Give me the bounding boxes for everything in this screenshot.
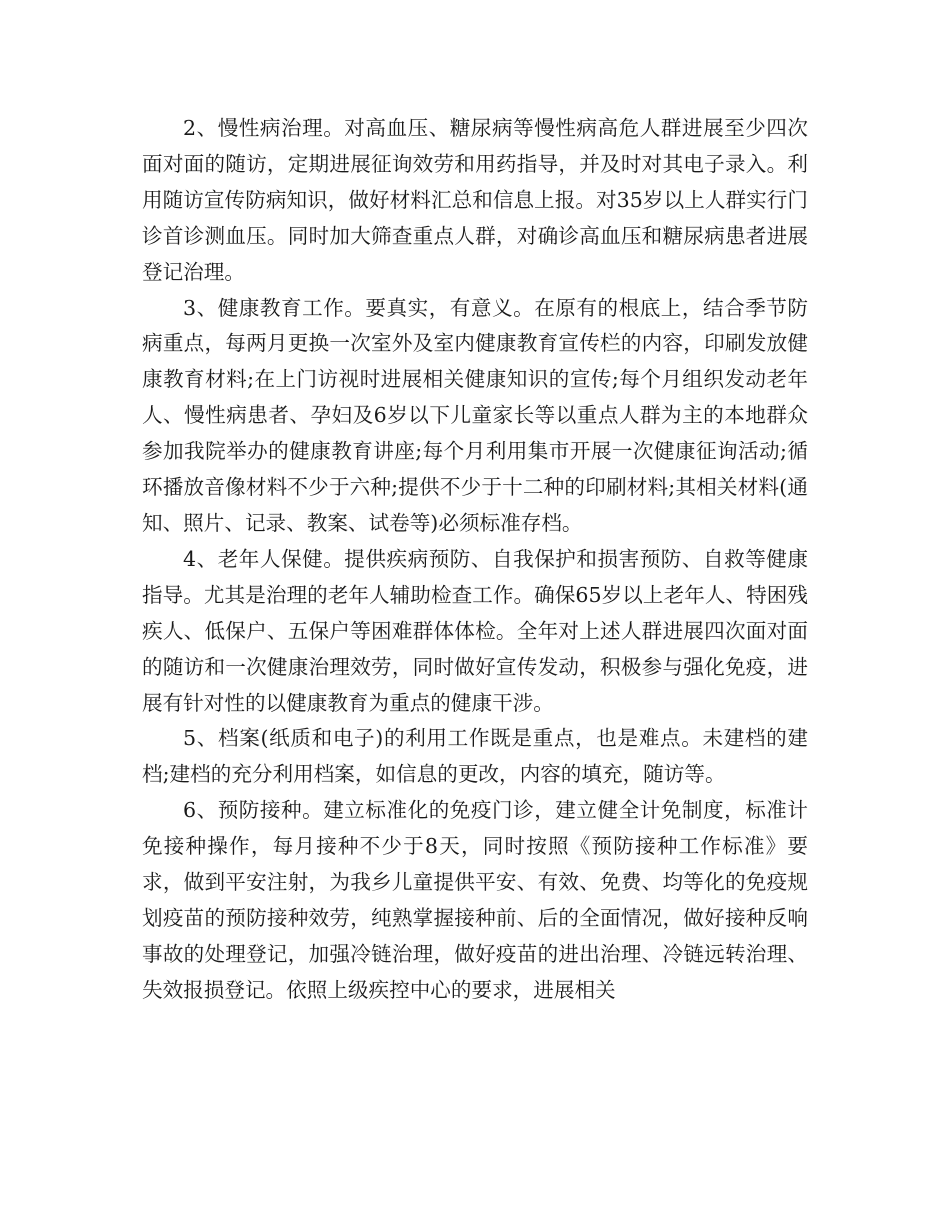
paragraph-vaccination: 6、预防接种。建立标准化的免疫门诊，建立健全计免制度，标准计免接种操作，每月接种不少于8天，同时按照《预防接种工作标准》要求，做到平安注射，为我乡儿童提供平安、有效、免费、均等化的免疫规划疫苗的预防接种效劳，纯熟掌握接种前、后的全面情况，做好接种反响事故的处理登记，加强冷链治理，做好疫苗的进出治理、冷链远转治理、失效报损登记。依照上级疾控中心的要求，进展相关 — [142, 798, 808, 1002]
paragraph-elderly-care: 4、老年人保健。提供疾病预防、自我保护和损害预防、自救等健康指导。尤其是治理的老年人辅助检查工作。确保65岁以上老年人、特困残疾人、低保户、五保户等困难群体体检。全年对上述人群进展四次面对面的随访和一次健康治理效劳，同时做好宣传发动，积极参与强化免疫，进展有针对性的以健康教育为重点的健康干涉。 — [142, 546, 808, 715]
document-body — [142, 111, 808, 1009]
paragraph-health-education: 3、健康教育工作。要真实，有意义。在原有的根底上，结合季节防病重点，每两月更换一次室外及室内健康教育宣传栏的内容，印刷发放健康教育材料;在上门访视时进展相关健康知识的宣传;每个月组织发动老年人、慢性病患者、孕妇及6岁以下儿童家长等以重点人群为主的本地群众参加我院举办的健康教育讲座;每个月利用集市开展一次健康征询活动;循环播放音像材料不少于六种;提供不少于十二种的印刷材料;其相关材料(通知、照片、记录、教案、试卷等)必须标准存档。 — [142, 295, 808, 535]
paragraph-chronic-disease-management: 2、慢性病治理。对高血压、糖尿病等慢性病高危人群进展至少四次面对面的随访，定期进展征询效劳和用药指导，并及时对其电子录入。利用随访宣传防病知识，做好材料汇总和信息上报。对35岁以上人群实行门诊首诊测血压。同时加大筛查重点人群，对确诊高血压和糖尿病患者进展登记治理。 — [142, 116, 808, 284]
paragraph-health-records: 5、档案(纸质和电子)的利用工作既是重点，也是难点。未建档的建档;建档的充分利用档案，如信息的更改，内容的填充，随访等。 — [142, 726, 808, 787]
